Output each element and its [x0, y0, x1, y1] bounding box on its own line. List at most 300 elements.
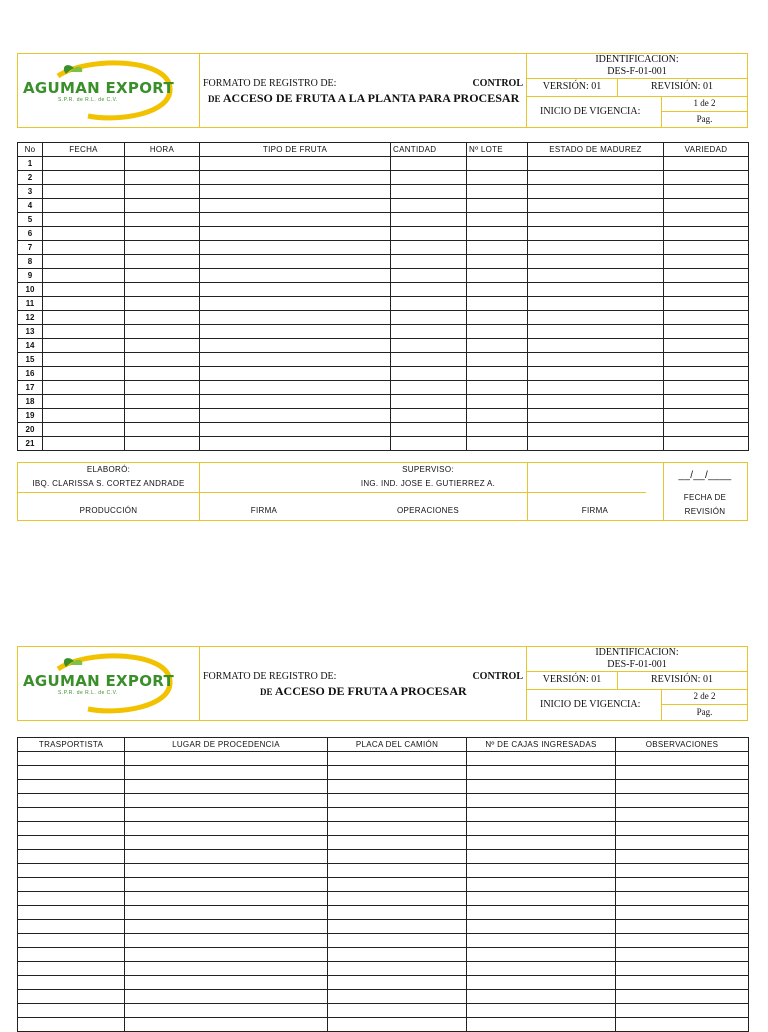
table-cell[interactable] — [328, 1018, 467, 1032]
table-cell[interactable] — [664, 325, 749, 339]
table-cell[interactable] — [200, 311, 391, 325]
table-cell[interactable] — [391, 255, 467, 269]
table-cell[interactable] — [664, 199, 749, 213]
table-cell[interactable] — [328, 766, 467, 780]
table-cell[interactable] — [391, 395, 467, 409]
table-cell[interactable] — [18, 752, 125, 766]
table-cell[interactable] — [391, 157, 467, 171]
table-cell[interactable] — [467, 325, 528, 339]
table-cell[interactable] — [43, 437, 125, 451]
table-cell[interactable] — [328, 836, 467, 850]
table-row — [18, 934, 749, 948]
transport-table — [17, 737, 749, 1032]
table-cell[interactable] — [18, 976, 125, 990]
table-cell[interactable] — [328, 878, 467, 892]
table-cell[interactable] — [528, 283, 664, 297]
table-cell[interactable] — [125, 255, 200, 269]
table-cell[interactable] — [125, 311, 200, 325]
table-cell[interactable] — [467, 892, 616, 906]
table-cell[interactable] — [616, 752, 749, 766]
table-cell[interactable] — [467, 808, 616, 822]
table-row — [18, 808, 749, 822]
table-cell[interactable] — [125, 1018, 328, 1032]
table-row — [18, 409, 749, 423]
table-cell[interactable] — [43, 409, 125, 423]
table-cell[interactable] — [664, 437, 749, 451]
table-cell[interactable] — [18, 906, 125, 920]
version-row — [527, 671, 747, 690]
table-cell[interactable] — [18, 878, 125, 892]
table-cell[interactable] — [391, 269, 467, 283]
fecha-revision-label-1: FECHA DE — [683, 493, 727, 502]
table-cell[interactable] — [328, 948, 467, 962]
table-cell[interactable] — [43, 353, 125, 367]
firma-label-1: FIRMA — [250, 506, 278, 515]
table-cell[interactable] — [467, 962, 616, 976]
table-cell[interactable] — [528, 185, 664, 199]
table-cell[interactable] — [616, 808, 749, 822]
table-cell[interactable] — [528, 171, 664, 185]
table-cell[interactable] — [328, 962, 467, 976]
table-cell[interactable] — [664, 283, 749, 297]
table-cell[interactable] — [125, 171, 200, 185]
table-cell[interactable] — [43, 213, 125, 227]
table-cell[interactable] — [328, 920, 467, 934]
table-row — [18, 395, 749, 409]
table-cell[interactable] — [200, 185, 391, 199]
table-cell[interactable] — [125, 962, 328, 976]
table-cell[interactable] — [43, 283, 125, 297]
table-row — [18, 920, 749, 934]
table-cell[interactable] — [125, 794, 328, 808]
table-cell[interactable] — [125, 185, 200, 199]
table-cell[interactable] — [467, 934, 616, 948]
table-cell[interactable] — [616, 878, 749, 892]
table-cell[interactable] — [391, 353, 467, 367]
table-row — [18, 864, 749, 878]
table-cell[interactable] — [328, 794, 467, 808]
table-cell[interactable] — [125, 381, 200, 395]
table-cell[interactable] — [528, 423, 664, 437]
table-cell[interactable] — [18, 864, 125, 878]
table-cell[interactable] — [200, 269, 391, 283]
table-cell[interactable] — [43, 367, 125, 381]
table-cell[interactable] — [467, 395, 528, 409]
logo-brand-text: AGUMAN EXPORT — [23, 79, 174, 97]
table-cell[interactable] — [467, 906, 616, 920]
table-cell[interactable] — [528, 255, 664, 269]
table-cell[interactable] — [391, 409, 467, 423]
table-row — [18, 325, 749, 339]
operaciones-label: OPERACIONES — [397, 506, 459, 515]
table-cell[interactable] — [125, 227, 200, 241]
table-cell[interactable] — [200, 325, 391, 339]
row-number: 19 — [18, 409, 43, 423]
table-row — [18, 878, 749, 892]
table-row — [18, 976, 749, 990]
table-cell[interactable] — [43, 255, 125, 269]
table-cell[interactable] — [200, 283, 391, 297]
table-cell[interactable] — [200, 353, 391, 367]
table-cell[interactable] — [43, 423, 125, 437]
logo-sub-text: S.P.R. de R.L. de C.V. — [58, 97, 118, 103]
table-cell[interactable] — [467, 822, 616, 836]
table-cell[interactable] — [328, 1004, 467, 1018]
col-header-madurez: ESTADO DE MADUREZ — [528, 143, 664, 157]
table-cell[interactable] — [328, 822, 467, 836]
table-cell[interactable] — [125, 199, 200, 213]
table-cell[interactable] — [328, 808, 467, 822]
table-cell[interactable] — [391, 423, 467, 437]
table-cell[interactable] — [43, 325, 125, 339]
row-number: 4 — [18, 199, 43, 213]
table-cell[interactable] — [467, 878, 616, 892]
table-row — [18, 255, 749, 269]
table-cell[interactable] — [125, 297, 200, 311]
table-cell[interactable] — [43, 311, 125, 325]
table-cell[interactable] — [528, 381, 664, 395]
table-cell[interactable] — [43, 199, 125, 213]
table-cell[interactable] — [200, 213, 391, 227]
document-title — [208, 91, 519, 106]
table-cell[interactable] — [18, 934, 125, 948]
vigencia-row — [527, 689, 747, 720]
table-cell[interactable] — [467, 766, 616, 780]
table-cell[interactable] — [18, 850, 125, 864]
table-cell[interactable] — [467, 1004, 616, 1018]
table-cell[interactable] — [125, 948, 328, 962]
table-row — [18, 367, 749, 381]
table-cell[interactable] — [125, 339, 200, 353]
table-cell[interactable] — [328, 934, 467, 948]
firma-label-2: FIRMA — [581, 506, 609, 515]
table-cell[interactable] — [391, 283, 467, 297]
table-cell[interactable] — [616, 822, 749, 836]
table-cell[interactable] — [528, 269, 664, 283]
table-cell[interactable] — [125, 367, 200, 381]
table-cell[interactable] — [18, 1004, 125, 1018]
table-cell[interactable] — [467, 241, 528, 255]
table-cell[interactable] — [467, 864, 616, 878]
table-cell[interactable] — [18, 962, 125, 976]
table-cell[interactable] — [467, 850, 616, 864]
table-cell[interactable] — [125, 157, 200, 171]
table-cell[interactable] — [18, 990, 125, 1004]
table-cell[interactable] — [200, 297, 391, 311]
title-prefix: DE — [208, 94, 221, 104]
table-cell[interactable] — [18, 1018, 125, 1032]
fecha-revision-label-2: REVISIÓN — [684, 507, 726, 516]
table-cell[interactable] — [125, 752, 328, 766]
table-cell[interactable] — [43, 171, 125, 185]
table-cell[interactable] — [328, 906, 467, 920]
table-cell[interactable] — [328, 864, 467, 878]
table-cell[interactable] — [200, 381, 391, 395]
table-cell[interactable] — [467, 423, 528, 437]
table-cell[interactable] — [467, 157, 528, 171]
table-cell[interactable] — [125, 269, 200, 283]
table-cell[interactable] — [125, 766, 328, 780]
table-cell[interactable] — [664, 311, 749, 325]
table-cell[interactable] — [528, 367, 664, 381]
table-cell[interactable] — [391, 199, 467, 213]
table-cell[interactable] — [664, 409, 749, 423]
table-cell[interactable] — [43, 395, 125, 409]
table-cell[interactable] — [200, 157, 391, 171]
table-cell[interactable] — [616, 920, 749, 934]
table-row — [18, 822, 749, 836]
table-cell[interactable] — [467, 794, 616, 808]
table-cell[interactable] — [18, 794, 125, 808]
table-cell[interactable] — [125, 409, 200, 423]
table-cell[interactable] — [467, 437, 528, 451]
table-cell[interactable] — [664, 423, 749, 437]
table-cell[interactable] — [664, 157, 749, 171]
table-cell[interactable] — [664, 297, 749, 311]
title-block — [200, 647, 527, 720]
table-cell[interactable] — [467, 255, 528, 269]
table-cell[interactable] — [43, 297, 125, 311]
table-cell[interactable] — [200, 241, 391, 255]
table-cell[interactable] — [18, 836, 125, 850]
identificacion-code: DES-F-01-001 — [607, 659, 667, 670]
table-cell[interactable] — [43, 241, 125, 255]
table-cell[interactable] — [125, 836, 328, 850]
table-cell[interactable] — [664, 269, 749, 283]
table-row — [18, 353, 749, 367]
table-cell[interactable] — [391, 381, 467, 395]
table-cell[interactable] — [391, 325, 467, 339]
table-cell[interactable] — [664, 339, 749, 353]
table-cell[interactable] — [125, 920, 328, 934]
table-cell[interactable] — [467, 381, 528, 395]
table-cell[interactable] — [467, 367, 528, 381]
table-cell[interactable] — [391, 213, 467, 227]
table-cell[interactable] — [467, 780, 616, 794]
table-cell[interactable] — [125, 892, 328, 906]
table-cell[interactable] — [391, 311, 467, 325]
table-cell[interactable] — [528, 213, 664, 227]
table-cell[interactable] — [528, 157, 664, 171]
pag-cell: Pag. — [696, 707, 713, 717]
vigencia-row — [527, 96, 747, 127]
table-cell[interactable] — [467, 297, 528, 311]
table-cell[interactable] — [616, 962, 749, 976]
table-cell[interactable] — [528, 353, 664, 367]
elaboro-label: ELABORÓ: — [86, 465, 131, 474]
table-cell[interactable] — [467, 752, 616, 766]
table-cell[interactable] — [18, 780, 125, 794]
table-cell[interactable] — [467, 269, 528, 283]
table-cell[interactable] — [125, 423, 200, 437]
table-cell[interactable] — [18, 822, 125, 836]
table-cell[interactable] — [528, 437, 664, 451]
table-cell[interactable] — [125, 850, 328, 864]
title-text: ACCESO DE FRUTA A PROCESAR — [274, 684, 467, 698]
col-header-cajas: Nº DE CAJAS INGRESADAS — [467, 738, 616, 752]
table-cell[interactable] — [664, 353, 749, 367]
table-cell[interactable] — [200, 199, 391, 213]
document-header-1 — [17, 53, 748, 128]
table-cell[interactable] — [528, 311, 664, 325]
table-cell[interactable] — [528, 339, 664, 353]
table-cell[interactable] — [467, 227, 528, 241]
table-cell[interactable] — [391, 185, 467, 199]
table-cell[interactable] — [616, 1018, 749, 1032]
table-cell[interactable] — [125, 878, 328, 892]
table-cell[interactable] — [467, 990, 616, 1004]
table-cell[interactable] — [125, 395, 200, 409]
table-cell[interactable] — [616, 794, 749, 808]
table-cell[interactable] — [200, 255, 391, 269]
table-cell[interactable] — [200, 437, 391, 451]
table-cell[interactable] — [200, 339, 391, 353]
table-row — [18, 766, 749, 780]
table-cell[interactable] — [328, 780, 467, 794]
table-row — [18, 752, 749, 766]
table-cell[interactable] — [467, 920, 616, 934]
table-cell[interactable] — [18, 808, 125, 822]
table-cell[interactable] — [125, 906, 328, 920]
table-cell[interactable] — [664, 381, 749, 395]
table-cell[interactable] — [616, 766, 749, 780]
table-cell[interactable] — [391, 437, 467, 451]
table-cell[interactable] — [200, 409, 391, 423]
table-cell[interactable] — [328, 990, 467, 1004]
table-cell[interactable] — [616, 892, 749, 906]
table-cell[interactable] — [43, 227, 125, 241]
table-cell[interactable] — [391, 297, 467, 311]
table-cell[interactable] — [125, 808, 328, 822]
table-cell[interactable] — [528, 325, 664, 339]
table-cell[interactable] — [200, 395, 391, 409]
table-cell[interactable] — [616, 906, 749, 920]
table-cell[interactable] — [200, 423, 391, 437]
table-cell[interactable] — [43, 381, 125, 395]
table-cell[interactable] — [43, 157, 125, 171]
table-cell[interactable] — [528, 409, 664, 423]
table-cell[interactable] — [43, 185, 125, 199]
table-cell[interactable] — [43, 339, 125, 353]
table-cell[interactable] — [125, 990, 328, 1004]
table-cell[interactable] — [391, 241, 467, 255]
table-cell[interactable] — [18, 766, 125, 780]
table-cell[interactable] — [467, 409, 528, 423]
page-of-cell: 1 de 2 — [662, 96, 747, 112]
table-cell[interactable] — [616, 1004, 749, 1018]
table-cell[interactable] — [200, 171, 391, 185]
table-cell[interactable] — [200, 227, 391, 241]
table-cell[interactable] — [467, 199, 528, 213]
table-cell[interactable] — [616, 836, 749, 850]
table-cell[interactable] — [125, 822, 328, 836]
table-cell[interactable] — [125, 934, 328, 948]
table-cell[interactable] — [125, 353, 200, 367]
table-cell[interactable] — [616, 864, 749, 878]
table-cell[interactable] — [328, 892, 467, 906]
table-cell[interactable] — [18, 920, 125, 934]
table-cell[interactable] — [528, 395, 664, 409]
table-row — [18, 241, 749, 255]
table-cell[interactable] — [528, 297, 664, 311]
table-cell[interactable] — [528, 227, 664, 241]
table-cell[interactable] — [125, 976, 328, 990]
table-cell[interactable] — [467, 353, 528, 367]
table-cell[interactable] — [125, 213, 200, 227]
table-row — [18, 339, 749, 353]
col-header-observaciones: OBSERVACIONES — [616, 738, 749, 752]
table-cell[interactable] — [391, 171, 467, 185]
table-cell[interactable] — [528, 241, 664, 255]
table-cell[interactable] — [616, 850, 749, 864]
table-cell[interactable] — [616, 976, 749, 990]
table-cell[interactable] — [664, 255, 749, 269]
table-cell[interactable] — [200, 367, 391, 381]
table-cell[interactable] — [125, 283, 200, 297]
row-number: 6 — [18, 227, 43, 241]
table-cell[interactable] — [528, 199, 664, 213]
revision-date-field[interactable]: __/__/____ — [678, 470, 732, 481]
table-cell[interactable] — [391, 367, 467, 381]
row-number: 11 — [18, 297, 43, 311]
table-cell[interactable] — [664, 213, 749, 227]
table-cell[interactable] — [467, 185, 528, 199]
table-cell[interactable] — [18, 948, 125, 962]
row-number: 2 — [18, 171, 43, 185]
table-cell[interactable] — [664, 171, 749, 185]
inicio-vigencia-cell: INICIO DE VIGENCIA: — [527, 689, 662, 720]
table-cell[interactable] — [467, 283, 528, 297]
table-cell[interactable] — [467, 339, 528, 353]
table-cell[interactable] — [125, 241, 200, 255]
table-row — [18, 990, 749, 1004]
table-cell[interactable] — [328, 752, 467, 766]
table-cell[interactable] — [664, 185, 749, 199]
table-cell[interactable] — [664, 227, 749, 241]
table-cell[interactable] — [616, 948, 749, 962]
table-cell[interactable] — [616, 934, 749, 948]
table-cell[interactable] — [125, 780, 328, 794]
table-cell[interactable] — [328, 976, 467, 990]
table-cell[interactable] — [467, 976, 616, 990]
table-cell[interactable] — [467, 948, 616, 962]
row-number: 17 — [18, 381, 43, 395]
table-cell[interactable] — [616, 780, 749, 794]
table-cell[interactable] — [391, 339, 467, 353]
table1-header-row — [18, 143, 749, 157]
table-cell[interactable] — [125, 1004, 328, 1018]
table-cell[interactable] — [616, 990, 749, 1004]
row-number: 15 — [18, 353, 43, 367]
table-cell[interactable] — [125, 325, 200, 339]
table-cell[interactable] — [125, 864, 328, 878]
table-cell[interactable] — [18, 892, 125, 906]
table-cell[interactable] — [664, 367, 749, 381]
table-cell[interactable] — [467, 311, 528, 325]
table-cell[interactable] — [43, 269, 125, 283]
table-cell[interactable] — [664, 395, 749, 409]
table-cell[interactable] — [328, 850, 467, 864]
table-cell[interactable] — [467, 213, 528, 227]
table-cell[interactable] — [125, 437, 200, 451]
table-cell[interactable] — [391, 227, 467, 241]
table-cell[interactable] — [664, 241, 749, 255]
table-cell[interactable] — [467, 171, 528, 185]
col-header-lote: Nº LOTE — [467, 143, 528, 157]
table-cell[interactable] — [467, 1018, 616, 1032]
table-cell[interactable] — [467, 836, 616, 850]
version-cell: VERSIÓN: 01 — [527, 78, 618, 96]
